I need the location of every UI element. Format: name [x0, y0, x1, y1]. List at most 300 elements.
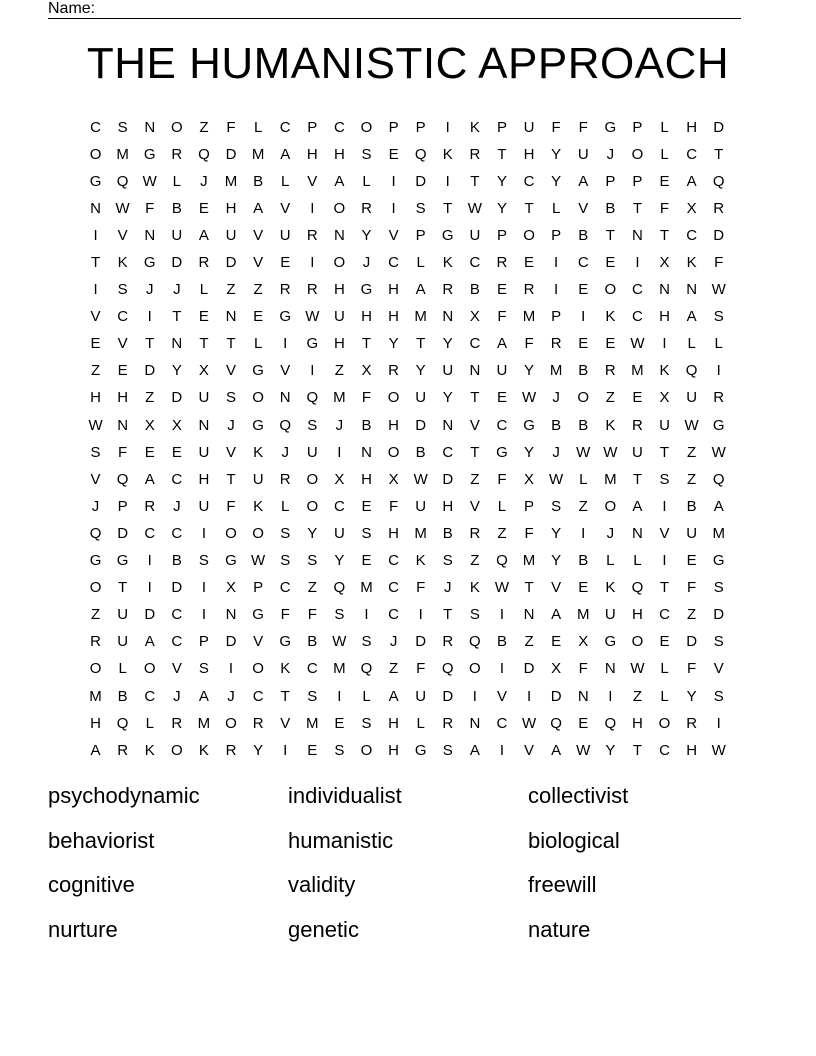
grid-letter: Z	[578, 497, 588, 515]
grid-letter: G	[604, 633, 617, 651]
grid-letter: V	[226, 362, 237, 380]
grid-letter: L	[551, 199, 561, 217]
grid-letter: S	[713, 579, 724, 597]
grid-letter: A	[144, 633, 155, 651]
grid-letter: I	[310, 362, 315, 380]
grid-letter: I	[283, 335, 288, 353]
grid-letter: S	[415, 199, 426, 217]
grid-letter: D	[117, 524, 129, 542]
grid-letter: H	[388, 281, 399, 299]
grid-letter: B	[578, 552, 589, 570]
grid-letter: F	[524, 335, 534, 353]
grid-letter: P	[117, 497, 128, 515]
grid-letter: S	[280, 524, 291, 542]
grid-letter: S	[442, 552, 453, 570]
grid-letter: B	[578, 362, 589, 380]
grid-letter: G	[306, 335, 319, 353]
grid-letter: T	[470, 443, 480, 461]
grid-letter: H	[306, 145, 318, 163]
grid-letter: K	[280, 660, 291, 678]
grid-letter: U	[279, 226, 291, 244]
grid-letter: R	[469, 524, 481, 542]
name-field	[48, 0, 741, 19]
grid-letter: R	[252, 714, 264, 732]
grid-letter: S	[117, 118, 128, 136]
grid-letter: E	[361, 497, 372, 515]
grid-letter: N	[659, 281, 670, 299]
word-bank-item: nurture	[48, 916, 118, 942]
grid-letter: Q	[360, 660, 373, 678]
grid-row	[82, 466, 734, 493]
grid-letter: W	[576, 443, 591, 461]
grid-letter: R	[496, 254, 508, 272]
grid-letter: A	[632, 497, 643, 515]
grid-letter: G	[252, 606, 264, 624]
grid-letter: W	[549, 470, 564, 488]
grid-letter: B	[496, 633, 507, 651]
grid-letter: H	[361, 308, 372, 326]
grid-row	[82, 710, 734, 737]
grid-letter: J	[335, 416, 344, 434]
grid-letter: P	[496, 118, 507, 136]
grid-letter: S	[280, 552, 291, 570]
grid-letter: E	[632, 389, 643, 407]
grid-letter: N	[333, 226, 345, 244]
grid-row	[82, 114, 734, 141]
grid-letter: R	[442, 281, 454, 299]
grid-letter: B	[469, 281, 480, 299]
word-bank-item: psychodynamic	[48, 783, 200, 808]
grid-letter: V	[280, 714, 291, 732]
grid-letter: E	[198, 308, 209, 326]
grid-letter: N	[361, 443, 372, 461]
grid-letter: V	[307, 172, 318, 190]
grid-letter: H	[90, 389, 101, 407]
grid-letter: S	[361, 145, 372, 163]
grid-letter: D	[523, 660, 535, 678]
grid-letter: O	[252, 524, 264, 542]
grid-letter: I	[228, 660, 234, 678]
grid-letter: Q	[198, 145, 210, 163]
grid-letter: S	[361, 524, 372, 542]
grid-letter: T	[118, 579, 128, 597]
grid-letter: E	[496, 281, 507, 299]
grid-letter: V	[253, 633, 264, 651]
grid-letter: N	[225, 606, 237, 624]
grid-letter: P	[632, 118, 643, 136]
grid-letter: J	[362, 254, 371, 272]
grid-letter: I	[608, 687, 613, 705]
grid-letter: S	[361, 714, 372, 732]
grid-letter: A	[334, 172, 345, 190]
grid-letter: R	[361, 199, 372, 217]
grid-letter: Y	[551, 145, 562, 163]
grid-letter: V	[578, 199, 589, 217]
grid-letter: K	[659, 362, 670, 380]
grid-letter: C	[90, 118, 101, 136]
grid-letter: M	[197, 714, 211, 732]
grid-letter: F	[118, 443, 128, 461]
grid-letter: F	[578, 660, 588, 678]
grid-letter: E	[605, 254, 616, 272]
grid-letter: D	[442, 470, 454, 488]
grid-letter: T	[443, 199, 453, 217]
grid-letter: Q	[279, 416, 292, 434]
grid-letter: D	[686, 633, 698, 651]
grid-letter: T	[497, 145, 507, 163]
grid-letter: N	[577, 687, 589, 705]
grid-letter: Y	[524, 362, 535, 380]
grid-letter: H	[632, 606, 643, 624]
grid-row	[82, 195, 734, 222]
grid-row	[82, 737, 734, 764]
grid-letter: V	[469, 497, 480, 515]
grid-letter: C	[333, 118, 345, 136]
grid-letter: T	[524, 199, 534, 217]
page-title: THE HUMANISTIC APPROACH	[86, 39, 730, 88]
grid-letter: D	[171, 579, 183, 597]
grid-letter: O	[658, 714, 671, 732]
grid-letter: I	[662, 552, 667, 570]
grid-letter: V	[713, 660, 724, 678]
grid-letter: I	[283, 741, 288, 759]
grid-letter: L	[362, 687, 371, 705]
grid-letter: Z	[470, 552, 480, 570]
grid-letter: O	[360, 118, 373, 136]
grid-letter: F	[226, 118, 236, 136]
grid-letter: R	[279, 281, 291, 299]
grid-letter: J	[145, 281, 154, 299]
grid-row	[82, 602, 734, 629]
grid-letter: K	[605, 308, 616, 326]
grid-letter: Q	[441, 660, 454, 678]
grid-letter: P	[307, 118, 318, 136]
grid-letter: B	[442, 524, 453, 542]
grid-letter: I	[147, 552, 152, 570]
grid-row	[82, 385, 734, 412]
grid-letter: T	[470, 389, 480, 407]
grid-letter: U	[415, 389, 427, 407]
grid-letter: S	[713, 687, 724, 705]
grid-letter: J	[552, 389, 560, 407]
grid-letter: U	[632, 443, 643, 461]
grid-letter: Z	[145, 389, 155, 407]
grid-letter: F	[659, 199, 670, 217]
grid-letter: Y	[524, 443, 535, 461]
grid-row	[82, 358, 734, 385]
grid-letter: E	[334, 714, 345, 732]
grid-row	[82, 575, 734, 602]
grid-letter: A	[578, 172, 589, 190]
grid-letter: E	[388, 145, 399, 163]
grid-letter: S	[361, 633, 372, 651]
grid-letter: C	[469, 335, 481, 353]
grid-letter: O	[360, 741, 373, 759]
word-search-grid	[82, 114, 734, 764]
grid-letter: X	[361, 362, 372, 380]
grid-letter: U	[686, 389, 698, 407]
grid-letter: A	[469, 741, 480, 759]
grid-letter: Y	[334, 552, 345, 570]
grid-row	[82, 249, 734, 276]
grid-letter: K	[442, 145, 453, 163]
grid-letter: W	[413, 470, 428, 488]
grid-letter: G	[116, 552, 129, 570]
grid-letter: Y	[388, 335, 399, 353]
grid-letter: U	[198, 443, 210, 461]
grid-letter: M	[522, 308, 536, 326]
grid-letter: C	[171, 606, 183, 624]
grid-letter: R	[306, 281, 318, 299]
grid-letter: I	[499, 660, 505, 678]
grid-letter: R	[90, 633, 101, 651]
grid-letter: W	[711, 443, 726, 461]
grid-letter: H	[333, 281, 345, 299]
grid-letter: L	[118, 660, 127, 678]
grid-letter: A	[496, 335, 507, 353]
grid-letter: T	[199, 335, 209, 353]
grid-letter: N	[279, 389, 291, 407]
grid-letter: W	[332, 633, 347, 651]
grid-letter: Q	[496, 552, 508, 570]
grid-letter: S	[226, 389, 237, 407]
grid-letter: O	[225, 524, 237, 542]
grid-letter: R	[604, 362, 616, 380]
grid-letter: L	[281, 497, 290, 515]
grid-letter: F	[280, 606, 290, 624]
grid-letter: B	[415, 443, 426, 461]
word-bank-item: cognitive	[48, 872, 135, 897]
grid-letter: O	[89, 579, 102, 597]
grid-letter: A	[686, 172, 697, 190]
grid-letter: W	[711, 741, 726, 759]
grid-letter: W	[521, 389, 537, 407]
grid-letter: M	[116, 145, 129, 163]
grid-letter: P	[198, 633, 209, 651]
grid-letter: W	[251, 552, 266, 570]
name-label: Name:	[48, 0, 99, 18]
grid-letter: N	[117, 416, 129, 434]
grid-letter: H	[388, 308, 399, 326]
grid-letter: J	[173, 281, 181, 299]
grid-letter: L	[416, 714, 425, 732]
grid-letter: U	[198, 389, 210, 407]
grid-letter: Q	[116, 172, 129, 190]
grid-letter: O	[89, 145, 102, 163]
grid-letter: V	[253, 226, 264, 244]
grid-letter: Z	[253, 281, 263, 299]
grid-letter: R	[713, 199, 725, 217]
grid-letter: M	[604, 470, 617, 488]
grid-letter: B	[578, 416, 589, 434]
grid-letter: H	[225, 199, 237, 217]
grid-letter: S	[117, 281, 128, 299]
grid-letter: A	[713, 497, 724, 515]
grid-letter: I	[445, 172, 450, 190]
grid-letter: M	[360, 579, 373, 597]
grid-letter: C	[632, 308, 643, 326]
grid-letter: I	[499, 606, 505, 624]
grid-letter: S	[713, 308, 724, 326]
grid-letter: L	[253, 118, 263, 136]
grid-letter: X	[198, 362, 209, 380]
grid-letter: M	[333, 389, 346, 407]
grid-letter: A	[388, 687, 399, 705]
grid-letter: R	[469, 145, 481, 163]
grid-letter: O	[333, 199, 346, 217]
grid-letter: I	[662, 335, 667, 353]
grid-letter: B	[361, 416, 372, 434]
grid-letter: G	[279, 308, 292, 326]
grid-row	[82, 439, 734, 466]
grid-letter: Z	[90, 362, 101, 380]
grid-letter: T	[470, 172, 480, 190]
grid-letter: J	[606, 145, 615, 163]
grid-letter: M	[89, 687, 102, 705]
grid-letter: V	[280, 199, 291, 217]
grid-letter: F	[497, 470, 507, 488]
grid-letter: F	[578, 118, 588, 136]
grid-letter: C	[686, 226, 698, 244]
grid-letter: L	[660, 145, 669, 163]
grid-letter: U	[659, 416, 670, 434]
word-bank-item: collectivist	[528, 783, 629, 808]
grid-letter: Y	[551, 524, 562, 542]
grid-letter: V	[226, 443, 237, 461]
grid-letter: C	[171, 524, 183, 542]
grid-letter: D	[713, 226, 725, 244]
grid-letter: L	[362, 172, 371, 190]
grid-row	[82, 412, 734, 439]
grid-letter: U	[415, 497, 427, 515]
grid-letter: P	[551, 226, 562, 244]
grid-letter: H	[198, 470, 210, 488]
grid-letter: X	[388, 470, 399, 488]
grid-letter: S	[334, 606, 345, 624]
grid-letter: O	[170, 741, 183, 759]
grid-letter: T	[416, 335, 426, 353]
grid-letter: G	[360, 281, 373, 299]
grid-letter: V	[388, 226, 399, 244]
grid-letter: L	[253, 335, 263, 353]
grid-letter: K	[469, 118, 480, 136]
grid-letter: N	[171, 335, 183, 353]
grid-letter: P	[415, 118, 426, 136]
grid-letter: A	[280, 145, 291, 163]
grid-letter: C	[496, 714, 508, 732]
grid-letter: U	[604, 606, 616, 624]
grid-letter: J	[606, 524, 615, 542]
grid-letter: Y	[605, 741, 616, 759]
grid-letter: C	[306, 660, 318, 678]
grid-letter: U	[686, 524, 698, 542]
grid-letter: I	[581, 308, 586, 326]
grid-letter: E	[253, 308, 264, 326]
grid-letter: L	[199, 281, 209, 299]
grid-letter: S	[90, 443, 101, 461]
grid-letter: S	[307, 416, 318, 434]
grid-letter: L	[660, 118, 669, 136]
grid-letter: E	[578, 714, 589, 732]
grid-letter: L	[660, 660, 669, 678]
grid-letter: C	[171, 633, 183, 651]
grid-letter: D	[144, 362, 156, 380]
grid-letter: U	[415, 687, 427, 705]
grid-letter: S	[659, 470, 670, 488]
grid-letter: I	[635, 254, 640, 272]
grid-letter: K	[144, 741, 155, 759]
grid-letter: C	[171, 470, 183, 488]
word-bank-item: genetic	[288, 916, 359, 942]
grid-letter: R	[713, 389, 725, 407]
grid-letter: V	[117, 226, 128, 244]
grid-letter: M	[549, 362, 563, 380]
grid-letter: U	[225, 226, 237, 244]
grid-letter: Z	[470, 470, 480, 488]
grid-letter: A	[144, 470, 155, 488]
grid-letter: E	[659, 172, 670, 190]
grid-letter: S	[307, 552, 318, 570]
grid-letter: F	[226, 497, 236, 515]
grid-letter: O	[604, 281, 617, 299]
grid-letter: D	[171, 254, 183, 272]
grid-letter: G	[441, 226, 454, 244]
grid-letter: Z	[388, 660, 399, 678]
grid-letter: I	[554, 254, 559, 272]
grid-letter: T	[659, 579, 670, 597]
grid-letter: N	[632, 524, 643, 542]
grid-letter: O	[387, 443, 400, 461]
grid-letter: R	[686, 714, 698, 732]
grid-letter: N	[198, 416, 210, 434]
grid-letter: X	[659, 254, 670, 272]
grid-letter: H	[333, 145, 345, 163]
grid-letter: F	[551, 118, 561, 136]
grid-row	[82, 168, 734, 195]
grid-letter: E	[307, 741, 318, 759]
grid-letter: K	[605, 416, 616, 434]
grid-letter: E	[551, 633, 562, 651]
grid-letter: Z	[687, 470, 697, 488]
grid-letter: C	[333, 497, 345, 515]
grid-letter: M	[414, 308, 427, 326]
grid-letter: H	[523, 145, 535, 163]
grid-letter: Q	[116, 470, 129, 488]
grid-letter: A	[686, 308, 697, 326]
grid-letter: I	[147, 308, 152, 326]
grid-letter: K	[469, 579, 480, 597]
grid-letter: Z	[632, 687, 642, 705]
grid-letter: C	[523, 172, 535, 190]
grid-letter: T	[443, 606, 453, 624]
grid-letter: Q	[116, 714, 129, 732]
grid-letter: W	[603, 443, 618, 461]
grid-letter: G	[143, 254, 156, 272]
grid-letter: J	[389, 633, 398, 651]
grid-letter: A	[90, 741, 101, 759]
grid-letter: H	[90, 714, 101, 732]
grid-letter: F	[524, 524, 534, 542]
grid-letter: N	[144, 118, 156, 136]
grid-letter: I	[147, 579, 152, 597]
grid-letter: L	[172, 172, 181, 190]
grid-letter: B	[171, 552, 182, 570]
grid-letter: O	[252, 389, 264, 407]
grid-letter: T	[632, 199, 642, 217]
grid-letter: R	[550, 335, 562, 353]
grid-letter: R	[523, 281, 535, 299]
grid-letter: U	[333, 308, 345, 326]
